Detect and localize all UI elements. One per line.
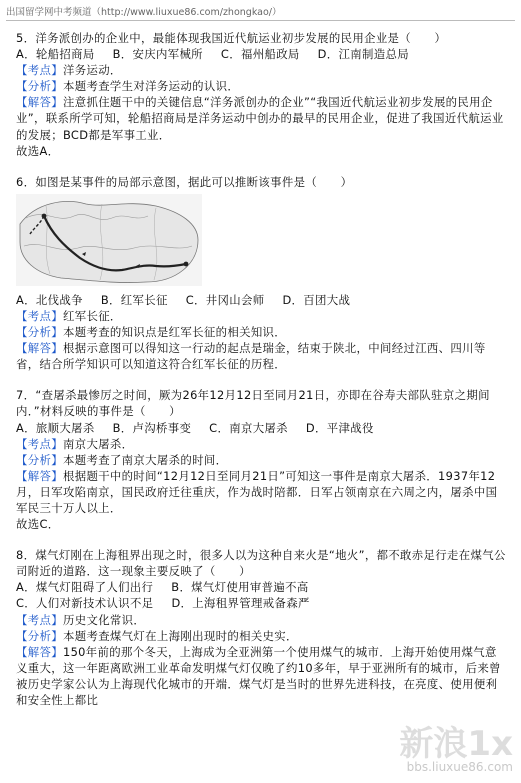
- watermark-title: 新浪1x: [399, 724, 513, 764]
- question-7: [16, 387, 508, 532]
- jieda-row: [16, 340, 508, 372]
- kaodian-text: 红军长征．: [62, 308, 122, 323]
- question-8: [16, 547, 508, 708]
- fenxi-text: 本题考查煤气灯在上海刚出现时的相关史实．: [62, 628, 298, 643]
- jieda-row: [16, 468, 508, 516]
- fenxi-text: 本题考查的知识点是红军长征的相关知识．: [62, 325, 287, 340]
- question-6: [16, 174, 508, 373]
- kaodian-tag: 【考点】: [16, 63, 63, 78]
- kaodian-text: 历史文化常识．: [62, 612, 146, 627]
- question-stem: 5．洋务派创办的企业中，最能体现我国近代航运业初步发展的民用企业是（ ）: [16, 31, 447, 45]
- jieda-row: [16, 94, 508, 142]
- jieda-tag: 【解答】: [16, 644, 63, 659]
- answer: 故选C．: [16, 517, 60, 532]
- question-stem: 6．如图是某事件的局部示意图，据此可以推断该事件是（ ）: [16, 174, 353, 189]
- page-header: 出国留学网中考频道（http://www.liuxue86.com/zhongkao/）: [6, 6, 515, 21]
- site-watermark-logo: [365, 721, 515, 775]
- jieda-tag: 【解答】: [16, 95, 63, 110]
- fenxi-row: [16, 324, 508, 340]
- options: [16, 46, 508, 62]
- fenxi-tag: 【分析】: [16, 79, 63, 94]
- options-row-2: [16, 595, 508, 611]
- option-c: C．人们对新技术认识不足: [16, 596, 154, 611]
- long-march-map-image: [16, 194, 202, 286]
- option-d: D．平津战役: [305, 420, 374, 435]
- question-stem: 8．煤气灯刚在上海租界出现之时，很多人以为这种自来火是“地火”，都不敢赤足行走在煤气公司附近的道路．这一现象主要反映了（ ）: [16, 548, 506, 579]
- option-c: C．井冈山会师: [185, 292, 265, 307]
- option-b: B．煤气灯使用审普遍不高: [171, 580, 309, 595]
- option-a: A．煤气灯阻碍了人们出行: [16, 580, 154, 595]
- fenxi-row: [16, 78, 508, 94]
- fenxi-row: [16, 628, 508, 644]
- jieda-text: 根据示意图可以得知这一行动的起点是瑞金，结束于陕北，中间经过江西、四川等省，结合所学知识可以知道这符合红军长征的历程．: [16, 341, 486, 372]
- option-a: A．旅顺大屠杀: [16, 420, 95, 435]
- kaodian-text: 南京大屠杀．: [62, 436, 134, 451]
- option-b: B．卢沟桥事变: [112, 420, 192, 435]
- kaodian-row: [16, 436, 508, 452]
- kaodian-text: 洋务运动．: [62, 63, 122, 78]
- jieda-tag: 【解答】: [16, 341, 63, 356]
- options-row-1: [16, 579, 508, 595]
- option-c: C．南京大屠杀: [209, 420, 288, 435]
- option-b: B．安庆内军械所: [112, 47, 203, 62]
- option-d: D．上海租界管理戒备森严: [171, 596, 310, 611]
- jieda-text: 根据题干中的时间“12月12日至同月21日”可知这一事件是南京大屠杀．1937年12月，日军攻陷南京，国民政府迁往重庆，作为战时陪都．日军占领南京在六周之内，屠杀中国军民三十万人以上．: [16, 468, 498, 515]
- options: [16, 420, 508, 436]
- kaodian-tag: 【考点】: [16, 612, 63, 627]
- answer: 故选A．: [16, 143, 60, 158]
- kaodian-tag: 【考点】: [16, 436, 63, 451]
- option-c: C．福州船政局: [220, 47, 300, 62]
- fenxi-text: 本题考查学生对洋务运动的认识．: [62, 79, 240, 94]
- document-body: [16, 30, 508, 723]
- question-stem: 7．“查屠杀最惨厉之时间，厥为26年12月12日至同月21日，亦即在谷寿夫部队驻京之期间内．”材料反映的事件是（ ）: [16, 388, 490, 419]
- option-d: D．江南制造总局: [317, 47, 409, 62]
- kaodian-row: [16, 62, 508, 78]
- jieda-text: 150年前的那个冬天，上海成为全亚洲第一个使用煤气的城市．上海开始使用煤气意义重大，这一年距离欧洲工业革命发明煤气灯仅晚了约10多年，早于亚洲所有的城市，后来曾被历史学家公认为上海现代化城市的开端．煤气灯是当时的世界先进科技，在亮度、使用便利和安全性上都比: [16, 644, 501, 707]
- kaodian-tag: 【考点】: [16, 308, 63, 323]
- fenxi-text: 本题考查了南京大屠杀的时间．: [62, 452, 228, 467]
- jieda-row: [16, 644, 508, 708]
- fenxi-tag: 【分析】: [16, 628, 63, 643]
- option-a: A．轮船招商局: [16, 47, 95, 62]
- question-5: [16, 30, 508, 159]
- watermark-url: bbs.liuxue86.com: [406, 760, 513, 774]
- jieda-tag: 【解答】: [16, 468, 63, 483]
- kaodian-row: [16, 612, 508, 628]
- fenxi-tag: 【分析】: [16, 452, 63, 467]
- options: [16, 292, 508, 308]
- option-b: B．红军长征: [100, 292, 168, 307]
- jieda-text: 注意抓住题干中的关键信息“洋务派创办的企业”“我国近代航运业初步发展的民用企业”，联系所学可知，轮船招商局是洋务运动中创办的最早的民用企业，促进了我国近代航运业的发展；BCD都是军事工业．: [16, 95, 504, 142]
- option-d: D．百团大战: [282, 292, 351, 307]
- kaodian-row: [16, 308, 508, 324]
- option-a: A．北伐战争: [16, 292, 83, 307]
- fenxi-tag: 【分析】: [16, 325, 63, 340]
- fenxi-row: [16, 452, 508, 468]
